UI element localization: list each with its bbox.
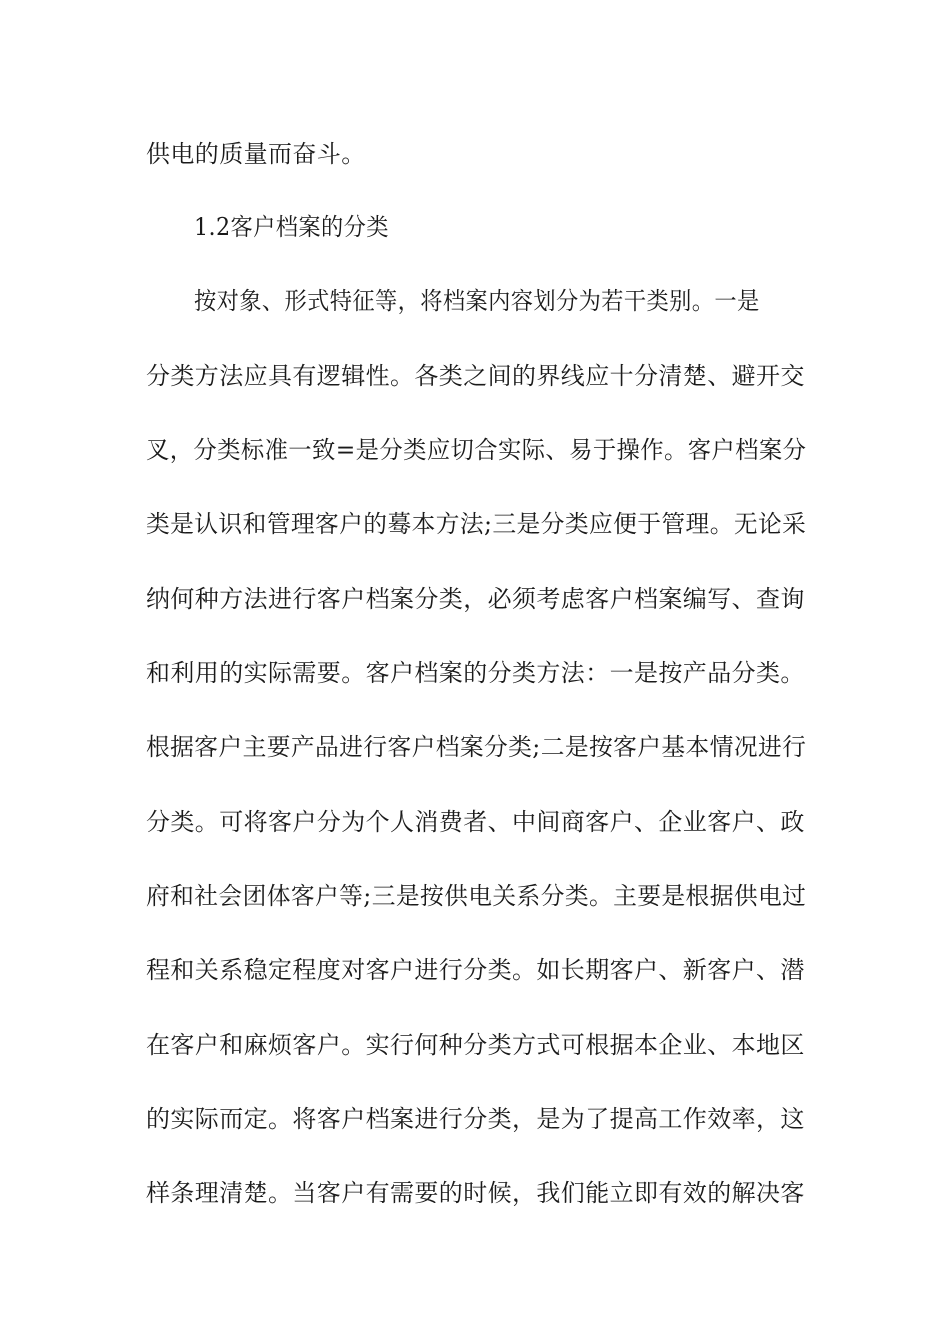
- paragraph-line: 样条理清楚。当客户有需要的时候，我们能立即有效的解决客: [146, 1179, 805, 1207]
- paragraph-line: 分类方法应具有逻辑性。各类之间的界线应十分清楚、避开交: [146, 362, 805, 390]
- paragraph-line: 和利用的实际需要。客户档案的分类方法：一是按产品分类。: [146, 659, 805, 687]
- paragraph-line: 在客户和麻烦客户。实行何种分类方式可根据本企业、本地区: [146, 1031, 805, 1059]
- paragraph-line: 类是认识和管理客户的蓦本方法;三是分类应便于管理。无论采: [146, 510, 807, 538]
- paragraph-line: 府和社会团体客户等;三是按供电关系分类。主要是根据供电过: [146, 882, 807, 910]
- paragraph-line: 分类。可将客户分为个人消费者、中间商客户、企业客户、政: [146, 808, 805, 836]
- section-heading: 1.2客户档案的分类: [194, 213, 389, 241]
- paragraph-line: 纳何种方法进行客户档案分类，必须考虑客户档案编写、查询: [146, 585, 805, 613]
- paragraph-line: 按对象、形式特征等，将档案内容划分为若干类别。一是: [194, 287, 760, 315]
- paragraph-line: 的实际而定。将客户档案进行分类，是为了提高工作效率，这: [146, 1105, 805, 1133]
- paragraph-line: 叉，分类标准一致=是分类应切合实际、易于操作。客户档案分: [146, 436, 807, 464]
- paragraph-line: 供电的质量而奋斗。: [146, 140, 366, 168]
- paragraph-line: 程和关系稳定程度对客户进行分类。如长期客户、新客户、潜: [146, 956, 805, 984]
- paragraph-line: 根据客户主要产品进行客户档案分类;二是按客户基本情况进行: [146, 733, 807, 761]
